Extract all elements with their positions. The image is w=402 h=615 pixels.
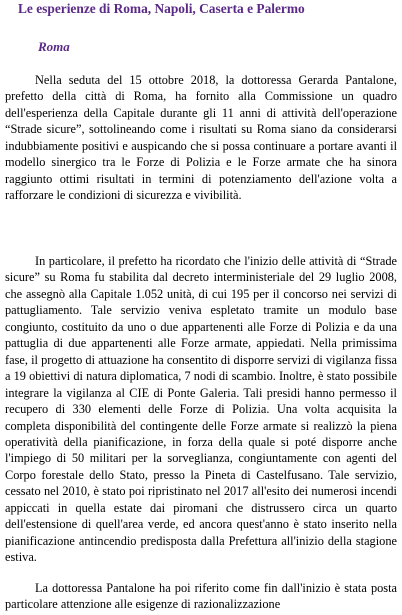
paragraph-1: Nella seduta del 15 ottobre 2018, la dottoressa Gerarda Pantalone, prefetto della città di Roma, ha fornito alla Commissione un quadro dell'esperienza della Capitale durante gli 11 anni di attività dell'operazione “Strade sicure”, sottolineando come i risultati su Roma siano da considerarsi indubbiamente positivi e auspicando che si possa continuare a portare avanti il modello sinergico tra le Forze di Polizia e le Forze armate che ha sinora raggiunto ottimi risultati in termini di potenziamento dell'azione volta a rafforzare le condizioni di sicurezza e vivibilità. [5, 73, 397, 203]
section-heading: Le esperienze di Roma, Napoli, Caserta e Palermo [18, 1, 305, 16]
paragraph-3: La dottoressa Pantalone ha poi riferito come fin dall'inizio è stata posta particolare attenzione alle esigenze di razionalizzazione [5, 581, 397, 612]
paragraph-2: In particolare, il prefetto ha ricordato che l'inizio delle attività di “Strade sicure” su Roma fu stabilita dal decreto interministeriale del 29 luglio 2008, che assegnò alla Capitale 1.052 unità, di cui 195 per il concorso nei servizi di pattugliamento. Tale servizio veniva espletato tramite un modulo base congiunto, costituito da uno o due appartenenti alle Forze di Polizia e da una pattuglia di due appartenenti alle Forze armate, appiedati. Nella primissima fase, il progetto di attuazione ha consentito di disporre servizi di vigilanza fissa a 19 obiettivi di natura diplomatica, 7 nodi di scambio. Inoltre, è stato possibile integrare la vigilanza al CIE di Ponte Galeria. Tali presidi hanno permesso il recupero di 330 elementi delle Forze di Polizia. Una volta acquisita la completa disponibilità del contingente delle Forze armate si realizzò la piena operatività della pianificazione, in forza della quale si poté disporre anche l'impiego di 50 militari per la sorveglianza, congiuntamente con agenti del Corpo forestale dello Stato, presso la Pineta di Castelfusano. Tale servizio, cessato nel 2010, è stato poi ripristinato nel 2017 all'esito dei numerosi incendi appiccati in quella estate dai piromani che distrussero circa un quarto dell'estensione di quell'area verde, ed ancora quest'anno è stato inserito nella pianificazione antincendio predisposta dalla Prefettura all'inizio della stagione estiva. [5, 254, 397, 565]
city-subheading: Roma [38, 39, 70, 54]
